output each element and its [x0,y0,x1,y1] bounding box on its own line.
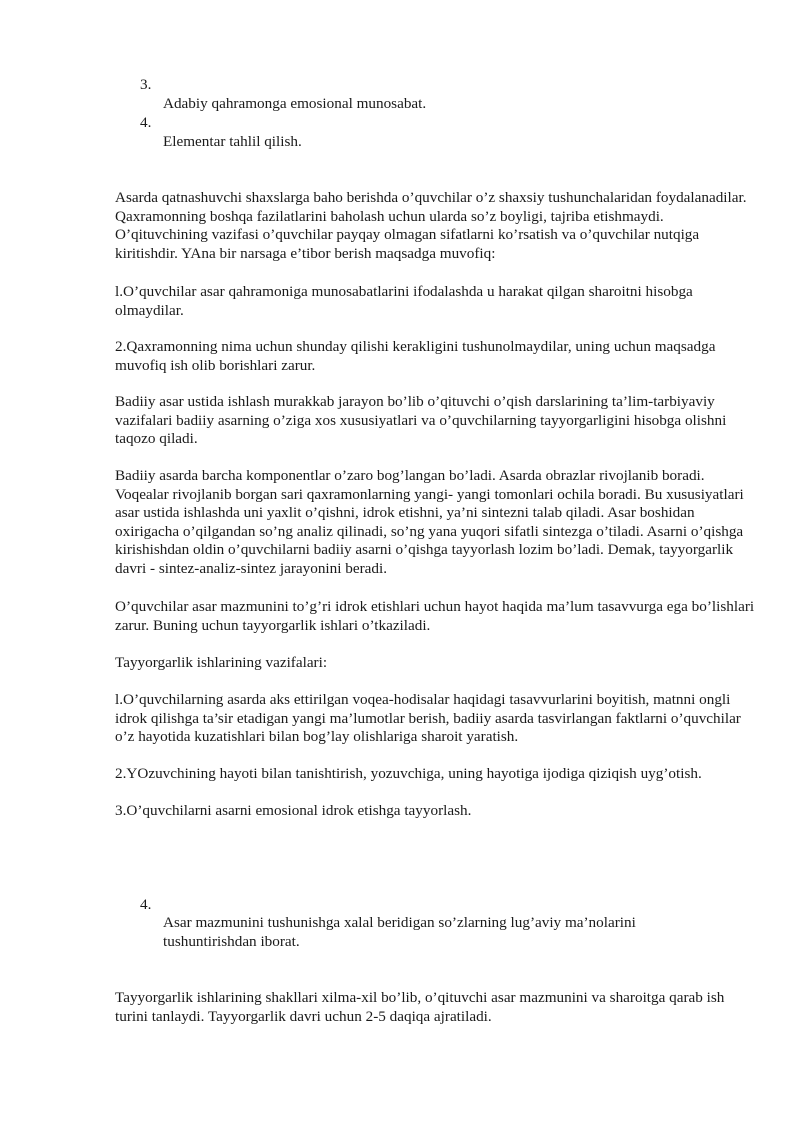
list-item-text: Adabiy qahramonga emosional munosabat. [163,95,427,112]
paragraph: Badiiy asar ustida ishlash murakkab jarayon bo’lib o’qituvchi o’qish darslarining ta’lim-tarbiyaviy vazifalari badiiy asarning o’ziga xos xususiyatlari va o’quvchilarning tayyorgarligini hisobga olishni taqozo qiladi. [115,393,727,448]
paragraph: 3.O’quvchilarni asarni emosional idrok etishga tayyorlash. [115,802,472,819]
paragraph: Tayyorgarlik ishlarining shakllari xilma-xil bo’lib, o’qituvchi asar mazmunini va sharoitga qarab ish turini tanlaydi. Tayyorgarlik davri uchun 2-5 daqiqa ajratiladi. [115,989,725,1025]
paragraph: Badiiy asarda barcha komponentlar o’zaro bog’langan bo’ladi. Asarda obrazlar rivojlanib boradi. Voqealar rivojlanib borgan sari qaxramonlarning yangi- yangi tomonlari ochila boradi. Bu xususiyatlari asar ustida ishlashda uni yaxlit o’qishni, idrok etishni, ya’ni sintezni talab qiladi. Asar boshidan oxirigacha o’qilgandan so’ng analiz qilinadi, so’ng yana yuqori sifatli sintezga o’tiladi. Asarni o’qishga kirishishdan oldin o’quvchilarni badiiy asarni o’qishga tayyorlash lozim bo’ladi. Demak, tayyorgarlik davri - sintez-analiz-sintez jarayonini beradi. [115,467,744,577]
paragraph: 2.Qaxramonning nima uchun shunday qilishi kerakligini tushunolmaydilar, uning uchun maqsadga muvofiq ish olib borishlari zarur. [115,338,716,374]
paragraph: 2.YOzuvchining hayoti bilan tanishtirish, yozuvchiga, uning hayotiga ijodiga qiziqish uyg’otish. [115,765,702,782]
paragraph: l.O’quvchilar asar qahramoniga munosabatlarini ifodalashda u harakat qilgan sharoitni hisobga olmaydilar. [115,283,693,319]
list-number: 4. [140,896,152,913]
list-number: 4. [140,114,152,131]
paragraph: Tayyorgarlik ishlarining vazifalari: [115,654,328,671]
paragraph: O’quvchilar asar mazmunini to’g’ri idrok etishlari uchun hayot haqida ma’lum tasavvurga ega bo’lishlari zarur. Buning uchun tayyorgarlik ishlari o’tkaziladi. [115,598,755,634]
list-item-text: Elementar tahlil qilish. [163,133,302,150]
paragraph: l.O’quvchilarning asarda aks ettirilgan voqea-hodisalar haqidagi tasavvurlarini boyitish, matnni ongli idrok qilishga ta’sir etadigan yangi ma’lumotlar berish, badiiy asarda tasvirlangan faktlarni o’quvchilar o’z hayotida kuzatishlari bilan bog’lay olishlariga sharoit yaratish. [115,691,741,746]
list-number: 3. [140,76,152,93]
list-item-text: Asar mazmunini tushunishga xalal beridigan so’zlarning lug’aviy ma’nolarini tushuntirishdan iborat. [163,914,636,950]
paragraph: Asarda qatnashuvchi shaxslarga baho berishda o’quvchilar o’z shaxsiy tushunchalaridan foydalanadilar. Qaxramonning boshqa fazilatlarini baholash uchun ularda so’z boyligi, tajriba etishmaydi. O’qituvchining vazifasi o’quvchilar payqay olmagan sifatlarni ko’rsatish va o’quvchilar nutqiga kiritishdir. YAna bir narsaga e’tibor berish maqsadga muvofiq: [115,189,747,262]
